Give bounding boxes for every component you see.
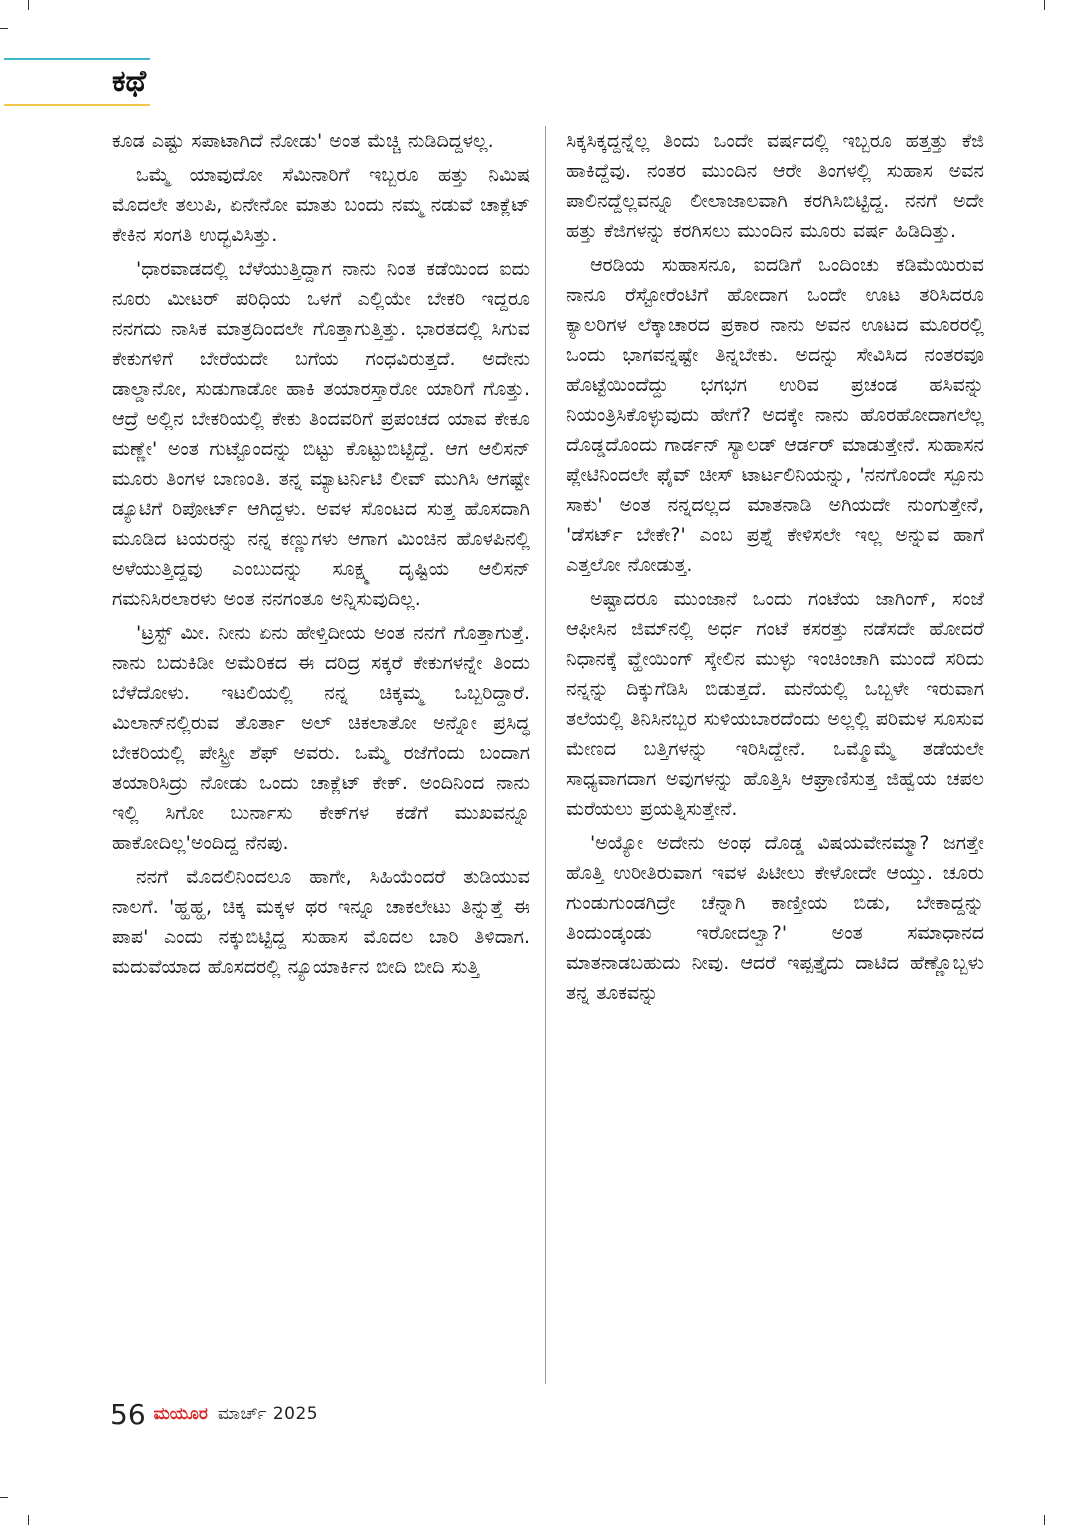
column-divider bbox=[545, 126, 546, 1384]
paragraph: ಆರಡಿಯ ಸುಹಾಸನೂ, ಐದಡಿಗೆ ಒಂದಿಂಚು ಕಡಿಮೆಯಿರುವ ನಾನೂ ರೆಸ್ಟೋರೆಂಟಿಗೆ ಹೋದಾಗ ಒಂದೇ ಊಟ ತರಿಸಿದರೂ ಕ್ಯಾಲರಿಗಳ ಲೆಕ್ಕಾಚಾರದ ಪ್ರಕಾರ ನಾನು ಅವನ ಊಟದ ಮೂರರಲ್ಲಿ ಒಂದು ಭಾಗವನ್ನಷ್ಟೇ ತಿನ್ನಬೇಕು. ಅದನ್ನು ಸೇವಿಸಿದ ನಂತರವೂ ಹೊಟ್ಟೆಯಿಂದೆದ್ದು ಭಗಭಗ ಉರಿವ ಪ್ರಚಂಡ ಹಸಿವನ್ನು ನಿಯಂತ್ರಿಸಿಕೊಳ್ಳುವುದು ಹೇಗೆ? ಅದಕ್ಕೇ ನಾನು ಹೊರಹೋದಾಗಲೆಲ್ಲ ದೊಡ್ಡದೊಂದು ಗಾರ್ಡನ್ ಸ್ಯಾಲಡ್ ಆರ್ಡರ್ ಮಾಡುತ್ತೇನೆ. ಸುಹಾಸನ ಪ್ಲೇಟಿನಿಂದಲೇ ಫೈವ್ ಚೀಸ್ ಟಾರ್ಟಲಿನಿಯನ್ನು, 'ನನಗೊಂದೇ ಸ್ಪೂನು ಸಾಕು' ಅಂತ ನನ್ನದಲ್ಲದ ಮಾತನಾಡಿ ಅಗಿಯದೇ ನುಂಗುತ್ತೇನೆ, 'ಡೆಸರ್ಟ್ ಬೇಕೇ?' ಎಂಬ ಪ್ರಶ್ನೆ ಕೇಳಿಸಲೇ ಇಲ್ಲ ಅನ್ನುವ ಹಾಗೆ ಎತ್ತಲೋ ನೋಡುತ್ತ. bbox=[566, 254, 984, 576]
crop-mark-left-bottom bbox=[0, 1497, 8, 1498]
magazine-logo: ಮಯೂರ bbox=[153, 1404, 208, 1424]
crop-mark-top-right bbox=[1044, 0, 1045, 10]
page-footer bbox=[110, 1394, 318, 1434]
page-number: 56 bbox=[110, 1397, 146, 1431]
crop-mark-left-top bbox=[0, 28, 8, 29]
crop-mark-bottom-right bbox=[1044, 1515, 1045, 1525]
paragraph: 'ಧಾರವಾಡದಲ್ಲಿ ಬೆಳೆಯುತ್ತಿದ್ದಾಗ ನಾನು ನಿಂತ ಕಡೆಯಿಂದ ಐದು ನೂರು ಮೀಟರ್ ಪರಿಧಿಯ ಒಳಗೆ ಎಲ್ಲಿಯೇ ಬೇಕರಿ ಇದ್ದರೂ ನನಗದು ನಾಸಿಕ ಮಾತ್ರದಿಂದಲೇ ಗೊತ್ತಾಗುತ್ತಿತ್ತು. ಭಾರತದಲ್ಲಿ ಸಿಗುವ ಕೇಕುಗಳಿಗೆ ಬೇರೆಯದೇ ಬಗೆಯ ಗಂಧವಿರುತ್ತದೆ. ಅದೇನು ಡಾಲ್ಡಾನೋ, ಸುಡುಗಾಡೋ ಹಾಕಿ ತಯಾರಸ್ತಾರೋ ಯಾರಿಗೆ ಗೊತ್ತು. ಆದ್ರೆ ಅಲ್ಲಿನ ಬೇಕರಿಯಲ್ಲಿ ಕೇಕು ತಿಂದವರಿಗೆ ಪ್ರಪಂಚದ ಯಾವ ಕೇಕೂ ಮಣ್ಣೇ' ಅಂತ ಗುಟ್ಟೊಂದನ್ನು ಬಿಟ್ಟು ಕೊಟ್ಟುಬಿಟ್ಟಿದ್ದೆ. ಆಗ ಆಲಿಸನ್ ಮೂರು ತಿಂಗಳ ಬಾಣಂತಿ. ತನ್ನ ಮ್ಯಾಟರ್ನಿಟಿ ಲೀವ್ ಮುಗಿಸಿ ಆಗಷ್ಟೇ ಡ್ಯೂಟಿಗೆ ರಿಪೋರ್ಟ್ ಆಗಿದ್ದಳು. ಅವಳ ಸೊಂಟದ ಸುತ್ತ ಹೊಸದಾಗಿ ಮೂಡಿದ ಟಯರನ್ನು ನನ್ನ ಕಣ್ಣುಗಳು ಆಗಾಗ ಮಿಂಚಿನ ಹೊಳಪಿನಲ್ಲಿ ಅಳೆಯುತ್ತಿದ್ದವು ಎಂಬುದನ್ನು ಸೂಕ್ಷ್ಮ ದೃಷ್ಟಿಯ ಆಲಿಸನ್ ಗಮನಿಸಿರಲಾರಳು ಅಂತ ನನಗಂತೂ ಅನ್ನಿಸುವುದಿಲ್ಲ. bbox=[112, 258, 530, 610]
paragraph: ಕೂಡ ಎಷ್ಟು ಸಪಾಟಾಗಿದೆ ನೋಡು' ಅಂತ ಮೆಚ್ಚಿ ನುಡಿದಿದ್ದಳಲ್ಲ. bbox=[112, 130, 494, 152]
crop-mark-bottom-left bbox=[28, 1515, 29, 1525]
paragraph: 'ಅಯ್ಯೋ ಅದೇನು ಅಂಥ ದೊಡ್ಡ ವಿಷಯವೇನಮ್ಮಾ? ಜಗತ್ತೇ ಹೊತ್ತಿ ಉರೀತಿರುವಾಗ ಇವಳ ಪಿಟೀಲು ಕೇಳೋದೇ ಆಯ್ತು. ಚೂರು ಗುಂಡುಗುಂಡಗಿದ್ರೇ ಚೆನ್ನಾಗಿ ಕಾಣ್ತೀಯ ಬಿಡು, ಬೇಕಾದ್ದನ್ನು ತಿಂದುಂಡ್ಕಂಡು ಇರೋದಲ್ವಾ?' ಅಂತ ಸಮಾಧಾನದ ಮಾತನಾಡಬಹುದು ನೀವು. ಆದರೆ ಇಪ್ಪತ್ತೈದು ದಾಟಿದ ಹೆಣ್ಣೊಬ್ಬಳು ತನ್ನ ತೂಕವನ್ನು bbox=[566, 832, 984, 1004]
paragraph: ಸಿಕ್ಕಸಿಕ್ಕದ್ದನ್ನೆಲ್ಲ ತಿಂದು ಒಂದೇ ವರ್ಷದಲ್ಲಿ ಇಬ್ಬರೂ ಹತ್ತತ್ತು ಕೆಜಿ ಹಾಕಿದ್ದೆವು. ನಂತರ ಮುಂದಿನ ಆರೇ ತಿಂಗಳಲ್ಲಿ ಸುಹಾಸ ಅವನ ಪಾಲಿನದ್ದೆಲ್ಲವನ್ನೂ ಲೀಲಾಜಾಲವಾಗಿ ಕರಗಿಸಿಬಿಟ್ಟಿದ್ದ. ನನಗೆ ಅದೇ ಹತ್ತು ಕೆಜಿಗಳನ್ನು ಕರಗಿಸಲು ಮುಂದಿನ ಮೂರು ವರ್ಷ ಹಿಡಿದಿತ್ತು. bbox=[566, 130, 984, 242]
section-rule-top bbox=[4, 58, 150, 60]
crop-mark-top-left bbox=[28, 0, 29, 10]
issue-date: ಮಾರ್ಚ್ 2025 bbox=[217, 1404, 319, 1424]
text-column-right bbox=[566, 126, 984, 1388]
paragraph: ಒಮ್ಮೆ ಯಾವುದೋ ಸೆಮಿನಾರಿಗೆ ಇಬ್ಬರೂ ಹತ್ತು ನಿಮಿಷ ಮೊದಲೇ ತಲುಪಿ, ಏನೇನೋ ಮಾತು ಬಂದು ನಮ್ಮ ನಡುವೆ ಚಾಕ್ಲೆಟ್ ಕೇಕಿನ ಸಂಗತಿ ಉದ್ಭವಿಸಿತ್ತು. bbox=[112, 164, 530, 246]
section-title: ಕಥೆ bbox=[112, 64, 147, 99]
text-column-left bbox=[112, 126, 530, 1388]
paragraph: ನನಗೆ ಮೊದಲಿನಿಂದಲೂ ಹಾಗೇ, ಸಿಹಿಯೆಂದರೆ ತುಡಿಯುವ ನಾಲಗೆ. 'ಹ್ಹಹ್ಹ, ಚಿಕ್ಕ ಮಕ್ಕಳ ಥರ ಇನ್ನೂ ಚಾಕಲೇಟು ತಿನ್ನುತ್ತೆ ಈ ಪಾಪ' ಎಂದು ನಕ್ಕುಬಿಟ್ಟಿದ್ದ ಸುಹಾಸ ಮೊದಲ ಬಾರಿ ತಿಳಿದಾಗ. ಮದುವೆಯಾದ ಹೊಸದರಲ್ಲಿ ನ್ಯೂಯಾರ್ಕಿನ ಬೀದಿ ಬೀದಿ ಸುತ್ತಿ bbox=[112, 866, 530, 978]
paragraph: ಅಷ್ಟಾದರೂ ಮುಂಜಾನೆ ಒಂದು ಗಂಟೆಯ ಜಾಗಿಂಗ್, ಸಂಜೆ ಆಫೀಸಿನ ಜಿಮ್‌ನಲ್ಲಿ ಅರ್ಧ ಗಂಟೆ ಕಸರತ್ತು ನಡೆಸದೇ ಹೋದರೆ ನಿಧಾನಕ್ಕೆ ವ್ಹೇಯಿಂಗ್ ಸ್ಕೇಲಿನ ಮುಳ್ಳು ಇಂಚಿಂಚಾಗಿ ಮುಂದೆ ಸರಿದು ನನ್ನನ್ನು ದಿಕ್ಕುಗೆಡಿಸಿ ಬಿಡುತ್ತದೆ. ಮನೆಯಲ್ಲಿ ಒಬ್ಬಳೇ ಇರುವಾಗ ತಲೆಯಲ್ಲಿ ತಿನಿಸಿನಬ್ಬರ ಸುಳಿಯಬಾರದೆಂದು ಅಲ್ಲಲ್ಲಿ ಪರಿಮಳ ಸೂಸುವ ಮೇಣದ ಬತ್ತಿಗಳನ್ನು ಇರಿಸಿದ್ದೇನೆ. ಒಮ್ಮೊಮ್ಮೆ ತಡೆಯಲೇ ಸಾಧ್ಯವಾಗದಾಗ ಅವುಗಳನ್ನು ಹೊತ್ತಿಸಿ ಆಘ್ರಾಣಿಸುತ್ತ ಜಿಹ್ವೆಯ ಚಪಲ ಮರೆಯಲು ಪ್ರಯತ್ನಿಸುತ್ತೇನೆ. bbox=[566, 588, 984, 820]
paragraph: 'ಟ್ರಸ್ಟ್ ಮೀ. ನೀನು ಏನು ಹೇಳ್ತಿದೀಯ ಅಂತ ನನಗೆ ಗೊತ್ತಾಗುತ್ತೆ. ನಾನು ಬದುಕಿಡೀ ಅಮೆರಿಕದ ಈ ದರಿದ್ರ ಸಕ್ಕರೆ ಕೇಕುಗಳನ್ನೇ ತಿಂದು ಬೆಳೆದೋಳು. ಇಟಲಿಯಲ್ಲಿ ನನ್ನ ಚಿಕ್ಕಮ್ಮ ಒಬ್ಬರಿದ್ದಾರೆ. ಮಿಲಾನ್‌ನಲ್ಲಿರುವ ತೊರ್ತಾ ಅಲ್ ಚಿಕಲಾತೋ ಅನ್ನೋ ಪ್ರಸಿದ್ಧ ಬೇಕರಿಯಲ್ಲಿ ಪೇಸ್ಟ್ರೀ ಶೆಫ್ ಅವರು. ಒಮ್ಮೆ ರಜೆಗೆಂದು ಬಂದಾಗ ತಯಾರಿಸಿದ್ರು ನೋಡು ಒಂದು ಚಾಕ್ಲೆಟ್ ಕೇಕ್. ಅಂದಿನಿಂದ ನಾನು ಇಲ್ಲಿ ಸಿಗೋ ಬುರ್ನಾಸು ಕೇಕ್‌ಗಳ ಕಡೆಗೆ ಮುಖವನ್ನೂ ಹಾಕೋದಿಲ್ಲ'ಅಂದಿದ್ದ ನೆನಪು. bbox=[112, 622, 530, 854]
section-rule-bottom bbox=[4, 104, 150, 106]
